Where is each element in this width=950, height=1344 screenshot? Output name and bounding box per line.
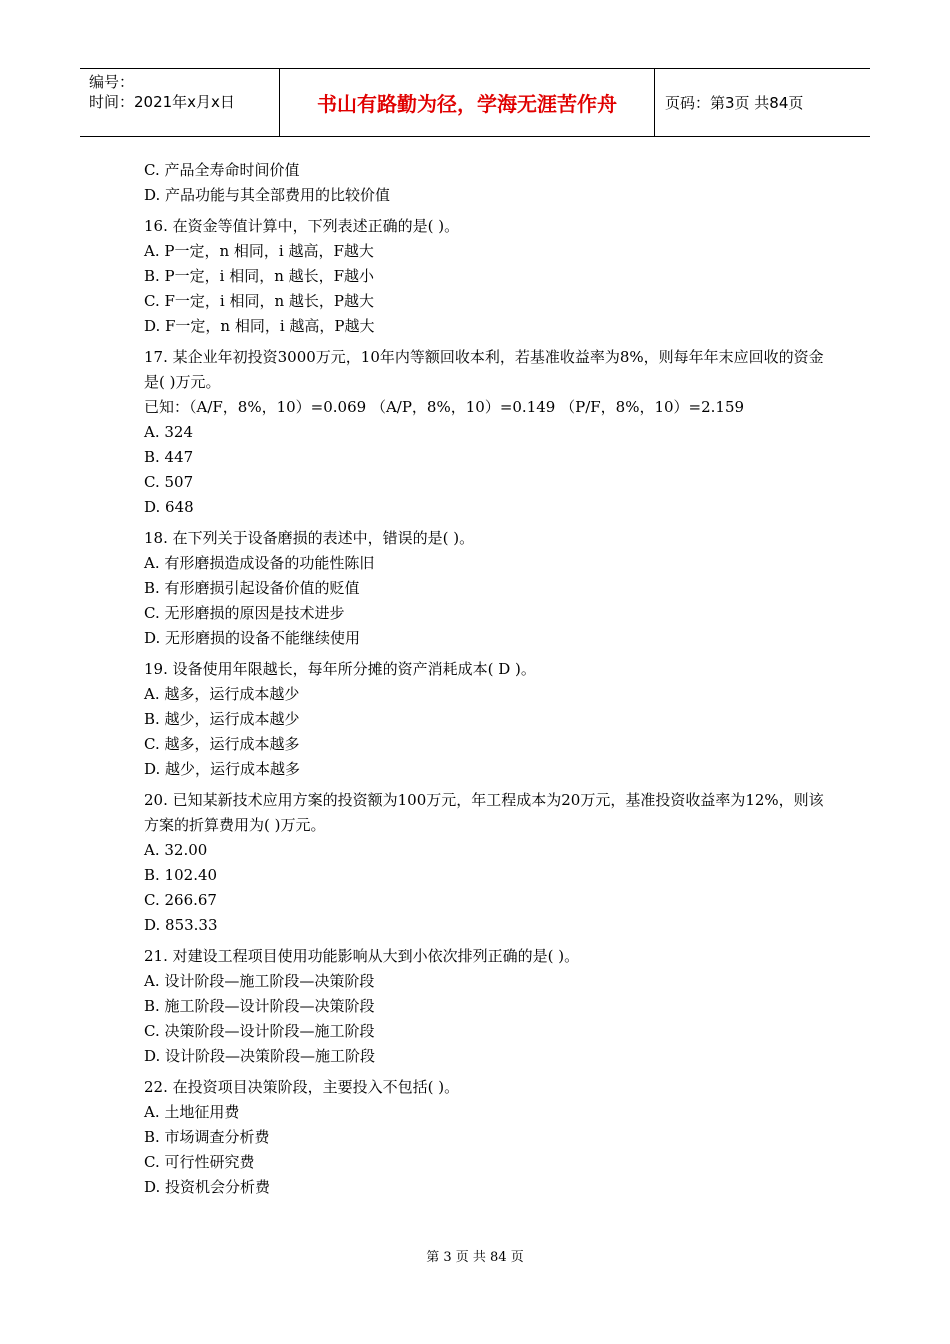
question-stem: 16. 在资金等值计算中，下列表述正确的是( )。	[144, 217, 460, 235]
text-line: A. 有形磨损造成设备的功能性陈旧	[144, 554, 375, 572]
text-line: A. P一定，n 相同，i 越高，F越大	[144, 242, 374, 260]
text-line: C. 决策阶段—设计阶段—施工阶段	[144, 1022, 375, 1040]
text-line: A. 32.00	[144, 841, 208, 859]
header-page-label: 页码：第3页 共84页	[665, 94, 804, 112]
text-line: D. 越少，运行成本越多	[144, 760, 301, 778]
text-line: A. 越多，运行成本越少	[144, 685, 300, 703]
text-line: A. 土地征用费	[144, 1103, 240, 1121]
text-line: A. 设计阶段—施工阶段—决策阶段	[144, 972, 375, 990]
number-label: 编号：	[89, 73, 135, 91]
page-footer: 第 3 页 共 84 页	[426, 1250, 524, 1265]
text-line: A. 324	[144, 423, 193, 441]
text-line: B. 447	[144, 448, 194, 466]
question-stem: 20. 已知某新技术应用方案的投资额为100万元，年工程成本为20万元，基准投资收益率为12%，则该方案的折算费用为( )万元。	[144, 791, 824, 834]
text-line: B. 有形磨损引起设备价值的贬值	[144, 579, 360, 597]
header-meta	[80, 69, 280, 136]
text-line: B. 施工阶段—设计阶段—决策阶段	[144, 997, 375, 1015]
text-line: C. 可行性研究费	[144, 1153, 255, 1171]
text-line: C. 产品全寿命时间价值	[144, 161, 300, 179]
question-stem: 18. 在下列关于设备磨损的表述中，错误的是( )。	[144, 529, 475, 547]
text-line: C. 越多，运行成本越多	[144, 735, 300, 753]
text-line: D. F一定，n 相同，i 越高，P越大	[144, 317, 375, 335]
text-line: B. 越少，运行成本越少	[144, 710, 300, 728]
text-line: C. F一定，i 相同，n 越长，P越大	[144, 292, 374, 310]
header-motto: 书山有路勤为径，学海无涯苦作舟	[280, 69, 655, 136]
text-line: D. 设计阶段—决策阶段—施工阶段	[144, 1047, 376, 1065]
question-stem: 17. 某企业年初投资3000万元，10年内等额回收本利，若基准收益率为8%，则每年年末应回收的资金是( )万元。	[144, 348, 824, 391]
text-line: D. 投资机会分析费	[144, 1178, 271, 1196]
text-line: C. 507	[144, 473, 194, 491]
text-line: C. 266.67	[144, 891, 217, 909]
question-stem: 22. 在投资项目决策阶段，主要投入不包括( )。	[144, 1078, 460, 1096]
text-line: B. 市场调查分析费	[144, 1128, 270, 1146]
text-line: C. 无形磨损的原因是技术进步	[144, 604, 345, 622]
text-line: D. 648	[144, 498, 194, 516]
text-line: D. 产品功能与其全部费用的比较价值	[144, 186, 391, 204]
text-line: D. 无形磨损的设备不能继续使用	[144, 629, 361, 647]
text-line: B. P一定，i 相同，n 越长，F越小	[144, 267, 375, 285]
text-line: 已知：（A/F，8%，10）=0.069 （A/P，8%，10）=0.149 （P/F，8%，10）=2.159	[144, 398, 745, 416]
text-line: B. 102.40	[144, 866, 218, 884]
time-label: 时间：2021年x月x日	[89, 93, 235, 111]
document-body	[144, 158, 824, 1200]
question-stem: 19. 设备使用年限越长，每年所分摊的资产消耗成本( D )。	[144, 660, 536, 678]
text-line: D. 853.33	[144, 916, 218, 934]
question-stem: 21. 对建设工程项目使用功能影响从大到小依次排列正确的是( )。	[144, 947, 580, 965]
page-header	[80, 68, 870, 137]
